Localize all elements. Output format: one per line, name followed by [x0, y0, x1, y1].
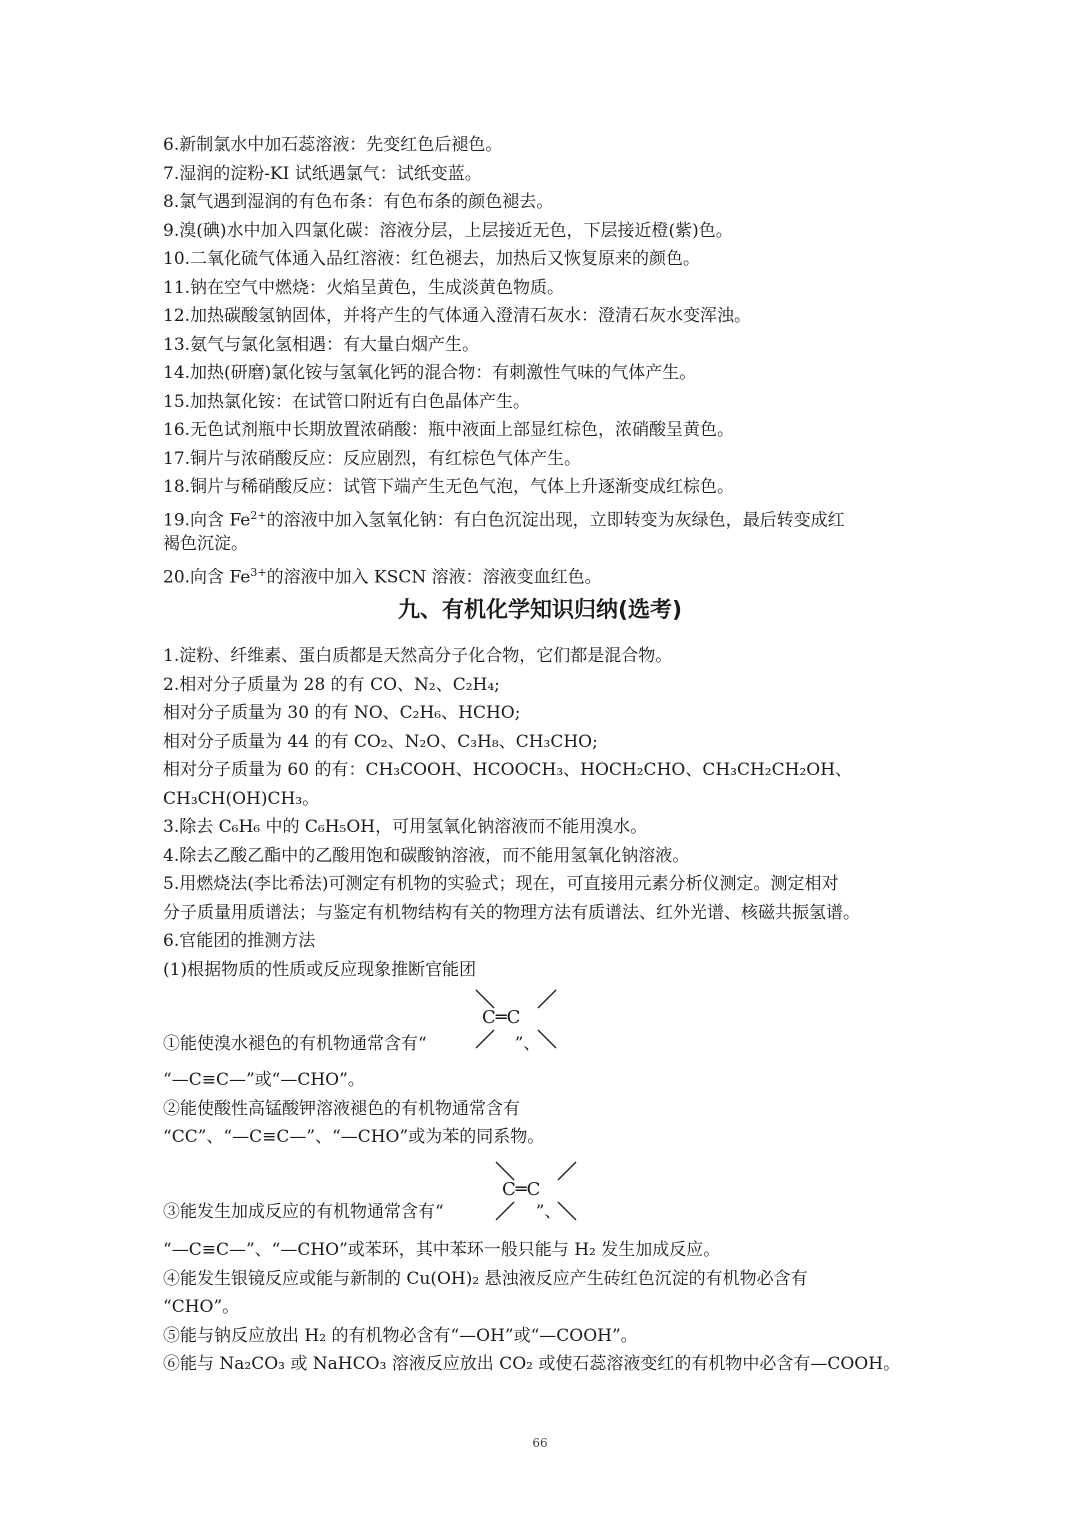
note-line: 3.除去 C₆H₆ 中的 C₆H₅OH，可用氢氧化钠溶液而不能用溴水。	[163, 817, 648, 837]
list-text: 的溶液中加入 KSCN 溶液：溶液变血红色。	[266, 567, 602, 588]
note-line: 2.相对分子质量为 28 的有 CO、N₂、C₂H₄;	[163, 674, 500, 695]
note-line: 分子质量用质谱法；与鉴定有机物结构有关的物理方法有质谱法、红外光谱、核磁共振氢谱。	[163, 902, 860, 923]
note-line: “—C≡C—”或“—CHO”。	[163, 1070, 365, 1090]
note-line: 6.官能团的推测方法	[163, 931, 316, 951]
list-item-continuation: 褐色沉淀。	[163, 534, 248, 554]
note-text: ①能使溴水褪色的有机物通常含有“	[163, 1034, 427, 1054]
list-item: 11.钠在空气中燃烧：火焰呈黄色，生成淡黄色物质。	[163, 277, 565, 298]
double-bond-label: C═C	[502, 1179, 541, 1200]
note-text: ③能发生加成反应的有机物通常含有“	[163, 1202, 444, 1222]
note-line: 5.用燃烧法(李比希法)可测定有机物的实验式；现在，可直接用元素分析仪测定。测定相对	[163, 874, 839, 894]
list-item: 10.二氧化硫气体通入品红溶液：红色褪去，加热后又恢复原来的颜色。	[163, 249, 701, 269]
list-item: 14.加热(研磨)氯化铵与氢氧化钙的混合物：有刺激性气味的气体产生。	[163, 363, 697, 383]
list-item: 9.溴(碘)水中加入四氯化碳：溶液分层，上层接近无色，下层接近橙(紫)色。	[163, 220, 733, 241]
phenomena-list	[163, 131, 923, 587]
list-text: 19.向含 Fe	[163, 510, 251, 531]
section-title: 九、有机化学知识归纳(选考)	[397, 598, 683, 623]
note-line: CH₃CH(OH)CH₃。	[163, 788, 320, 809]
list-item: 8.氯气遇到湿润的有色布条：有色布条的颜色褪去。	[163, 192, 554, 212]
list-item	[163, 502, 923, 531]
functional-group-notes-2	[163, 1066, 923, 1152]
note-line: ⑥能与 Na₂CO₃ 或 NaHCO₃ 溶液反应放出 CO₂ 或使石蕊溶液变红的有机物中必含有—COOH。	[163, 1354, 901, 1374]
note-line: 相对分子质量为 30 的有 NO、C₂H₆、HCHO;	[163, 703, 521, 723]
functional-group-notes-4	[163, 1236, 923, 1379]
list-item: 18.铜片与稀硝酸反应：试管下端产生无色气泡，气体上升逐渐变成红棕色。	[163, 477, 735, 497]
charge-superscript: 2+	[250, 508, 267, 522]
note-text: ”、	[535, 1202, 562, 1222]
note-line: “—C≡C—”、“—CHO”或苯环，其中苯环一般只能与 H₂ 发生加成反应。	[163, 1240, 721, 1260]
note-line: 1.淀粉、纤维素、蛋白质都是天然高分子化合物，它们都是混合物。	[163, 646, 673, 666]
note-line: 4.除去乙酸乙酯中的乙酸用饱和碳酸钠溶液，而不能用氢氧化钠溶液。	[163, 845, 690, 866]
note-text: ”、	[514, 1034, 541, 1054]
list-item: 12.加热碳酸氢钠固体，并将产生的气体通入澄清石灰水：澄清石灰水变浑浊。	[163, 306, 752, 326]
list-item: 17.铜片与浓硝酸反应：反应剧烈，有红棕色气体产生。	[163, 448, 582, 469]
note-line	[163, 1198, 923, 1227]
double-bond-label: C═C	[482, 1007, 521, 1028]
organic-notes	[163, 642, 923, 984]
list-item: 6.新制氯水中加石蕊溶液：先变红色后褪色。	[163, 135, 503, 155]
note-line: 相对分子质量为 44 的有 CO₂、N₂O、C₃H₈、CH₃CHO;	[163, 731, 598, 752]
note-line: 相对分子质量为 60 的有：CH₃COOH、HCOOCH₃、HOCH₂CHO、CH₃CH₂CH₂OH、	[163, 760, 853, 780]
page-number: 66	[532, 1436, 548, 1450]
list-text: 20.向含 Fe	[163, 567, 251, 588]
note-line: ⑤能与钠反应放出 H₂ 的有机物必含有“—OH”或“—COOH”。	[163, 1325, 638, 1346]
note-line: ②能使酸性高锰酸钾溶液褪色的有机物通常含有	[163, 1098, 520, 1119]
note-line: (1)根据物质的性质或反应现象推断官能团	[163, 959, 477, 980]
list-text: 的溶液中加入氢氧化钠：有白色沉淀出现，立即转变为灰绿色，最后转变成红	[266, 510, 845, 531]
note-line: “CHO”。	[163, 1297, 240, 1317]
list-item: 16.无色试剂瓶中长期放置浓硝酸：瓶中液面上部显红棕色，浓硝酸呈黄色。	[163, 420, 735, 440]
functional-group-notes-3	[163, 1198, 923, 1227]
list-item: 7.湿润的淀粉-KI 试纸遇氯气：试纸变蓝。	[163, 163, 482, 184]
list-item: 15.加热氯化铵：在试管口附近有白色晶体产生。	[163, 391, 531, 412]
list-item: 13.氨气与氯化氢相遇：有大量白烟产生。	[163, 334, 480, 355]
functional-group-notes-1	[163, 1030, 923, 1059]
charge-superscript: 3+	[250, 565, 267, 579]
note-line: ④能发生银镜反应或能与新制的 Cu(OH)₂ 悬浊液反应产生砖红色沉淀的有机物必含有	[163, 1268, 808, 1289]
note-line: “CC”、“—C≡C—”、“—CHO”或为苯的同系物。	[163, 1127, 545, 1147]
note-line	[163, 1030, 923, 1059]
list-item	[163, 559, 923, 588]
